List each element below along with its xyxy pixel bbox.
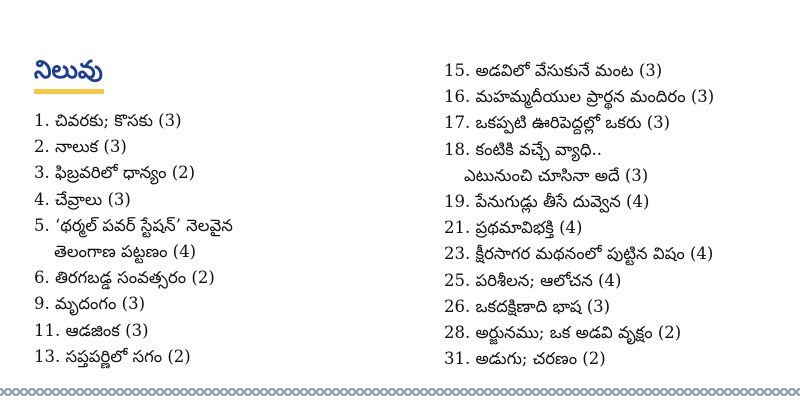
clue-item: 1. చివరకు; కొసకు (3) [34, 111, 182, 130]
clue-item: 31. అడుగు; చరణం (2) [444, 349, 606, 369]
clue-item: 23. క్షీరసాగర మథనంలో పుట్టిన విషం (4) [444, 244, 714, 264]
clue-item: 25. పరిశీలన; ఆలోచన (4) [444, 270, 622, 290]
clue-item: 16. మహమ్మదీయుల ప్రార్థన మందిరం (3) [444, 87, 715, 107]
clue-item: 3. ఫిబ్రవరిలో ధాన్యం (2) [34, 163, 196, 183]
clue-item: 28. అర్జునము; ఒక అడవి వృక్షం (2) [444, 322, 682, 342]
left-clue-list [34, 108, 233, 370]
clue-item: 9. మృదంగం (3) [34, 294, 146, 314]
decorative-border [0, 384, 800, 400]
clue-item: 4. చేవ్రాలు (3) [34, 189, 131, 209]
clue-item: 5. ‘థర్మల్ పవర్ స్టేషన్’ నెలవైన [34, 215, 233, 235]
clue-item: 21. ప్రథమావిభక్తి (4) [444, 218, 583, 238]
clue-item: 18. కంటికి వచ్చే వ్యాధి.. [444, 139, 602, 159]
clue-item: 15. అడవిలో వేసుకునే మంట (3) [444, 61, 663, 80]
right-clue-list [444, 58, 714, 372]
clue-item-continuation: తెలంగాణ పట్టణం (4) [54, 241, 197, 261]
clue-item: 6. తిరగబడ్డ సంవత్సరం (2) [34, 268, 215, 288]
clue-item: 2. నాలుక (3) [34, 137, 127, 157]
clue-item: 11. ఆడజింక (3) [34, 320, 149, 340]
clue-item: 17. ఒకప్పటి ఊరిపెద్దల్లో ఒకరు (3) [444, 113, 671, 133]
clue-item: 13. సప్తపర్ణిలో సగం (2) [34, 346, 191, 366]
heading-underline [34, 89, 104, 94]
section-heading: నిలువు [34, 55, 103, 84]
clue-item-continuation: ఎటునుంచి చూసినా అదే (3) [464, 165, 649, 185]
clue-item: 26. ఒకదక్షిణాది భాష (3) [444, 296, 611, 316]
clue-item: 19. పేనుగుడ్లు తీసే దువ్వెన (4) [444, 191, 650, 211]
